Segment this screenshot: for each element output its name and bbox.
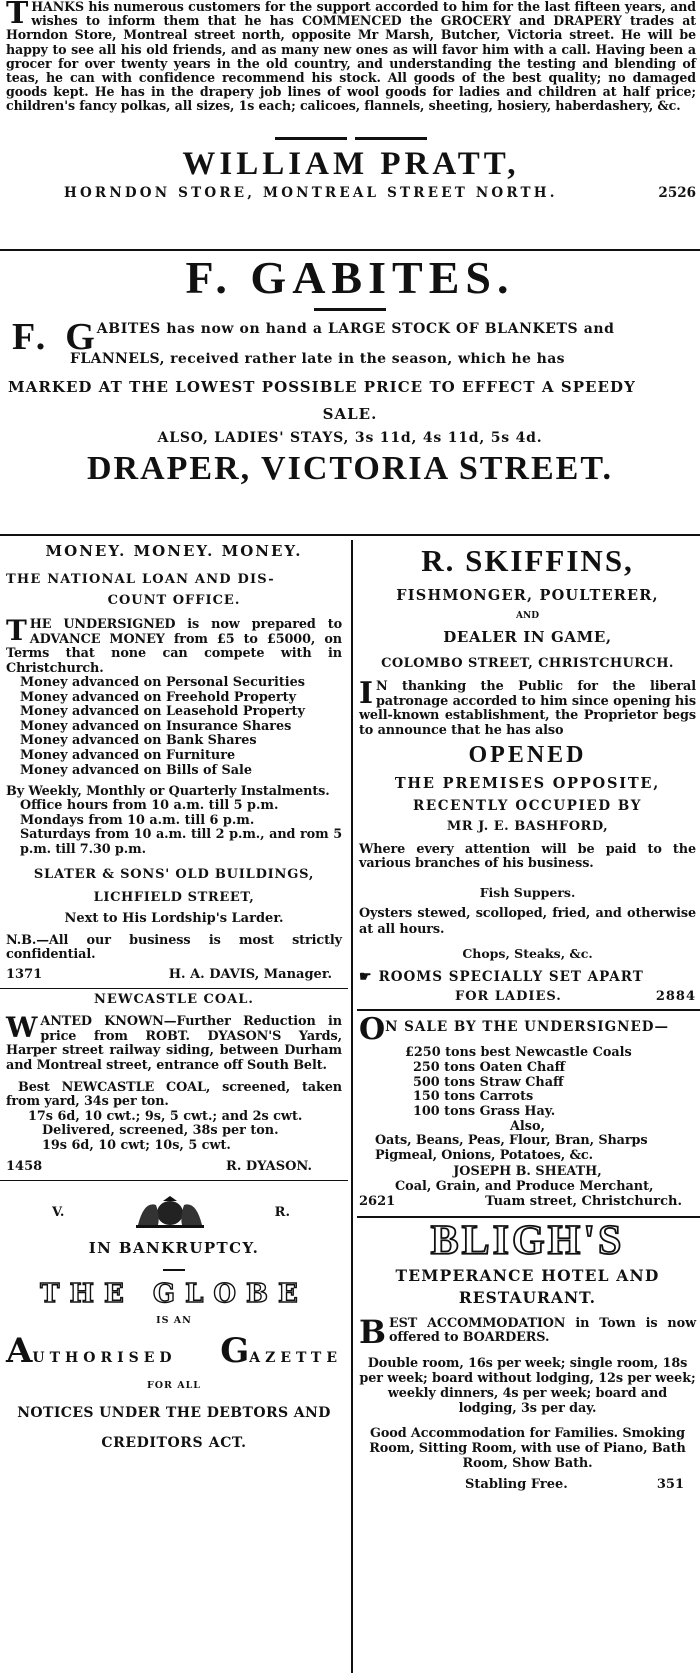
skiffins-text-body: N thanking the Public for the liberal patronage accorded to him since opening his well-known establishment, the Proprietor begs to announce that he has also xyxy=(359,679,696,738)
dropcap: A xyxy=(6,1331,33,1372)
coal-text xyxy=(6,1011,342,1073)
skiffins-advert xyxy=(357,543,700,1004)
coal-text-body: ANTED KNOWN—Further Reduction in price from ROBT. DYASON'S Yards, Harper street railway siding, between Durham and Montreal street, entrance off South Belt. xyxy=(6,1014,342,1073)
skiffins-rooms-row xyxy=(359,969,696,985)
gazette-word: AZETTE xyxy=(249,1350,342,1367)
skiffins-chops: Chops, Steaks, &c. xyxy=(462,946,593,962)
sale-header: N SALE BY THE UNDERSIGNED— xyxy=(385,1019,669,1036)
skiffins-street: COLOMBO STREET, CHRISTCHURCH. xyxy=(381,656,674,671)
bligh-intro xyxy=(359,1312,696,1351)
bligh-stabling: Stabling Free. xyxy=(465,1476,568,1492)
sale-item: 100 tons Grass Hay. xyxy=(413,1103,556,1119)
dropcap: T xyxy=(6,0,29,31)
pointing-hand-icon: ☛ xyxy=(359,969,373,986)
gabites-line3: MARKED AT THE LOWEST POSSIBLE PRICE TO EFFECT A SPEEDY xyxy=(8,378,636,396)
bligh-intro-text: EST ACCOMMODATION in Town is now offered to BOARDERS. xyxy=(388,1315,696,1346)
right-column xyxy=(357,540,700,1492)
skiffins-ladies: FOR LADIES. xyxy=(455,989,562,1005)
divider xyxy=(275,137,347,140)
sale-item: 500 tons Straw Chaff xyxy=(413,1074,564,1090)
hours-line: Office hours from 10 a.m. till 5 p.m. xyxy=(20,798,279,814)
office-line2: COUNT OFFICE. xyxy=(107,593,241,608)
price-line: 19s 6d, 10 cwt; 10s, 5 cwt. xyxy=(42,1137,231,1153)
coal-prices xyxy=(6,1110,342,1154)
gabites-body xyxy=(0,317,700,446)
coal-header: NEWCASTLE COAL. xyxy=(94,992,254,1008)
bligh-title: BLIGH'S xyxy=(430,1217,625,1264)
divider xyxy=(355,137,427,140)
price-line: 17s 6d, 10 cwt.; 9s, 5 cwt.; and 2s cwt. xyxy=(28,1108,303,1124)
money-address3: Next to His Lordship's Larder. xyxy=(64,910,284,926)
money-address1: SLATER & SONS' OLD BUILDINGS, xyxy=(33,866,315,882)
money-header: MONEY. MONEY. MONEY. xyxy=(45,542,303,560)
office-line1: THE NATIONAL LOAN AND DIS- xyxy=(6,572,275,587)
divider xyxy=(0,534,700,536)
coal-advert xyxy=(0,992,348,1174)
money-intro xyxy=(6,614,342,676)
money-nb: N.B.—All our business is most strictly confidential. xyxy=(6,932,342,962)
sale-items-list xyxy=(359,1046,696,1119)
bligh-footer xyxy=(359,1477,696,1492)
skiffins-opened: OPENED xyxy=(468,742,587,768)
money-item: Money advanced on Personal Securities xyxy=(20,675,305,690)
skiffins-recently: RECENTLY OCCUPIED BY xyxy=(413,798,642,814)
money-instalments: By Weekly, Monthly or Quarterly Instalments. xyxy=(6,784,330,800)
skiffins-rooms: ROOMS SPECIALLY SET APART xyxy=(378,969,644,986)
bankruptcy-heading: IN BANKRUPTCY. xyxy=(88,1239,260,1258)
skiffins-oysters: Oysters stewed, scolloped, fried, and otherwise at all hours. xyxy=(359,906,696,937)
bligh-sub2: RESTAURANT. xyxy=(458,1287,597,1307)
money-item: Money advanced on Freehold Property xyxy=(20,689,297,705)
ad-number: 2526 xyxy=(658,184,696,201)
sale-item: £250 tons best Newcastle Coals xyxy=(405,1045,632,1061)
gabites-footer: DRAPER, VICTORIA STREET. xyxy=(86,450,613,487)
sale-trade: Coal, Grain, and Produce Merchant, xyxy=(395,1178,654,1194)
skiffins-bashford: MR J. E. BASHFORD, xyxy=(446,819,609,834)
sale-also: Also, xyxy=(510,1119,545,1135)
ornament-rules xyxy=(6,137,696,140)
globe-for-all: FOR ALL xyxy=(147,1380,201,1392)
divider xyxy=(0,249,700,251)
bligh-sub1: TEMPERANCE HOTEL AND xyxy=(395,1265,660,1285)
skiffins-premises: THE PREMISES OPPOSITE, xyxy=(394,775,661,792)
money-item: Money advanced on Insurance Shares xyxy=(20,718,292,734)
manager-name: H. A. DAVIS, Manager. xyxy=(168,967,332,983)
gabites-line2: FLANNELS, received rather late in the season, which he has xyxy=(70,351,565,367)
money-address2: LICHFIELD STREET, xyxy=(93,889,255,905)
money-items-list xyxy=(6,676,342,778)
sale-name: JOSEPH B. SHEATH, xyxy=(453,1163,602,1179)
royal-arms-row xyxy=(0,1195,348,1229)
sale-advert xyxy=(357,1012,700,1209)
coal-best: Best NEWCASTLE COAL, screened, taken from yard, 34s per ton. xyxy=(6,1080,342,1110)
price-line: Delivered, screened, 38s per ton. xyxy=(42,1123,279,1139)
skiffins-suppers: Fish Suppers. xyxy=(479,885,576,901)
divider xyxy=(357,1009,700,1011)
gabites-initial: F. xyxy=(12,316,50,358)
dropcap: G xyxy=(220,1331,250,1372)
ad-number: 2884 xyxy=(655,989,696,1005)
skiffins-trade: FISHMONGER, POULTERER, xyxy=(396,587,659,604)
crest-letter: R. xyxy=(274,1204,290,1220)
dropcap: I xyxy=(359,676,373,711)
sale-street: Tuam street, Christchurch. xyxy=(485,1193,682,1209)
pratt-name: WILLIAM PRATT, xyxy=(182,145,520,182)
dropcap: B xyxy=(359,1312,386,1351)
pratt-advert xyxy=(6,0,696,201)
dropcap: T xyxy=(6,614,27,647)
coal-name: R. DYASON. xyxy=(226,1159,312,1175)
sale-item: 250 tons Oaten Chaff xyxy=(413,1060,566,1075)
ad-number: 1458 xyxy=(6,1159,43,1175)
sale-footer xyxy=(359,1194,696,1209)
sale-header-row xyxy=(359,1012,696,1048)
skiffins-and: AND xyxy=(515,611,539,621)
globe-creditors: CREDITORS ACT. xyxy=(101,1435,247,1452)
ad-number: 351 xyxy=(656,1476,684,1492)
skiffins-footer xyxy=(359,989,696,1004)
dropcap: W xyxy=(6,1011,38,1045)
skiffins-game: DEALER IN GAME, xyxy=(443,628,612,646)
office-hours xyxy=(6,799,342,828)
money-footer xyxy=(6,967,342,982)
hours-line: Saturdays from 10 a.m. till 2 p.m., and rom 5 p.m. till 7.30 p.m. xyxy=(20,827,342,857)
coal-footer xyxy=(6,1159,342,1174)
money-item: Money advanced on Bills of Sale xyxy=(20,762,253,778)
pratt-notice xyxy=(6,0,696,114)
gabites-line1: ABITES has now on hand a LARGE STOCK OF BLANKETS and xyxy=(96,321,615,337)
money-item: Money advanced on Bank Shares xyxy=(20,733,257,749)
globe-notices: NOTICES UNDER THE DEBTORS AND xyxy=(17,1405,331,1422)
pratt-address-row xyxy=(6,185,696,201)
dropcap: O xyxy=(359,1012,386,1048)
sale-misc: Oats, Beans, Peas, Flour, Bran, Sharps Pigmeal, Onions, Potatoes, &c. xyxy=(375,1133,648,1163)
crest-letter: V. xyxy=(52,1204,65,1220)
hours-line: Mondays from 10 a.m. till 6 p.m. xyxy=(20,812,255,828)
skiffins-attention: Where every attention will be paid to the various branches of his business. xyxy=(359,842,696,872)
money-intro-text: HE UNDERSIGNED is now prepared to ADVANCE MONEY from £5 to £5000, on Terms that none can compete with in Christchurch. xyxy=(6,617,342,676)
sale-item: 150 tons Carrots xyxy=(413,1089,534,1105)
royal-arms-icon xyxy=(130,1195,210,1229)
divider xyxy=(314,308,386,311)
pratt-address: HORNDON STORE, MONTREAL STREET NORTH. xyxy=(64,184,558,201)
bligh-good: Good Accommodation for Families. Smoking Room, Sitting Room, with use of Piano, Bath Room, Show Bath. xyxy=(369,1425,686,1471)
globe-is-an: IS AN xyxy=(156,1315,192,1327)
dropcap: G xyxy=(65,316,95,358)
ad-number: 1371 xyxy=(6,967,43,983)
money-item: Money advanced on Leasehold Property xyxy=(20,704,305,720)
divider xyxy=(0,988,348,989)
money-item: Money advanced on Furniture xyxy=(20,747,236,763)
bligh-advert xyxy=(357,1218,700,1492)
bligh-rates: Double room, 16s per week; single room, 18s per week; board without lodging, 12s per week; weekly dinners, 4s per week; board and lodging, 3s per day. xyxy=(359,1355,696,1416)
skiffins-title: R. SKIFFINS, xyxy=(421,543,634,578)
divider xyxy=(0,1180,348,1181)
authorised-word: UTHORISED xyxy=(32,1350,177,1367)
gabites-line4: SALE. xyxy=(322,405,378,423)
gabites-title: F. GABITES. xyxy=(185,252,515,303)
column-divider xyxy=(351,540,353,1673)
globe-advert xyxy=(0,1195,348,1451)
authorised-gazette xyxy=(0,1331,348,1372)
pratt-notice-text: HANKS his numerous customers for the support accorded to him for the last fifteen years, and wishes to inform them that he has COMMENCED the GROCERY and DRAPERY trades at Horndon Store, Montreal street north, opposite Mr Marsh, Butcher, Victoria street. He will be happy to see all his old friends, and as many new ones as will favor him with a call. Having been a grocer for over twenty years in the old country, and understanding the testing and blending of teas, he can with confidence recommend his stock. All goods of the best quality; no damaged goods kept. He has in the drapery job lines of wool goods for ladies and children at half price; children's fancy polkas, all sizes, 1s each; calicoes, flannels, sheeting, hosiery, haberdashery, &c. xyxy=(6,0,696,114)
gabites-line5: ALSO, LADIES' STAYS, 3s 11d, 4s 11d, 5s 4d. xyxy=(157,430,543,446)
globe-title: THE GLOBE xyxy=(40,1279,308,1310)
money-advert xyxy=(0,542,348,982)
left-column xyxy=(0,540,348,1451)
skiffins-text xyxy=(359,676,696,738)
gabites-advert xyxy=(0,252,700,488)
ad-number: 2621 xyxy=(359,1193,396,1209)
divider xyxy=(163,1269,185,1271)
